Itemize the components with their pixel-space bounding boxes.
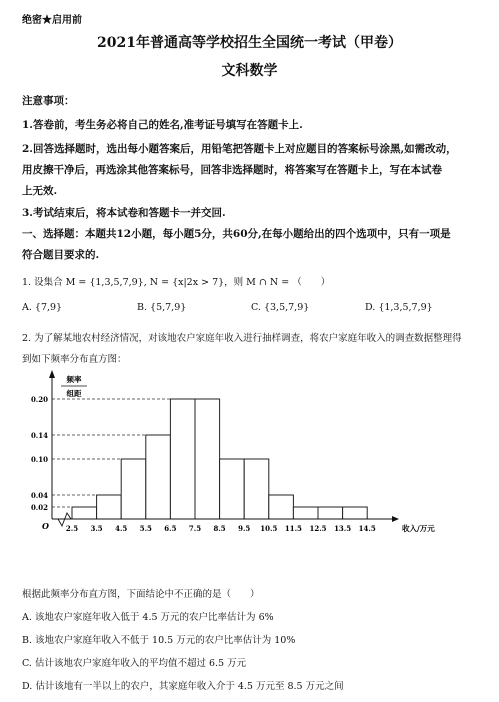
x-tick-label: 6.5 bbox=[164, 524, 177, 533]
x-tick-label: 3.5 bbox=[90, 524, 103, 533]
notes-item-2-line-2: 用皮擦干净后，再选涂其他答案标号，回答非选择题时，将答案写在答题卡上，写在本试卷 bbox=[22, 164, 442, 176]
q1-option-b: B. {5,7,9} bbox=[137, 302, 187, 313]
histogram-bar bbox=[293, 507, 318, 519]
secret-mark: 绝密★启用前 bbox=[22, 15, 82, 26]
histogram-bar bbox=[220, 459, 245, 519]
y-axis-label-top: 频率 bbox=[66, 375, 82, 384]
x-axis-arrow bbox=[392, 516, 399, 522]
histogram-bar bbox=[97, 495, 122, 519]
histogram-bar bbox=[244, 459, 269, 519]
histogram-bar bbox=[72, 507, 97, 519]
x-tick-label: 4.5 bbox=[115, 524, 128, 533]
y-axis-label-bottom: 组距 bbox=[66, 389, 82, 398]
x-tick-label: 2.5 bbox=[65, 524, 79, 533]
q1-option-a: A. {7,9} bbox=[22, 302, 63, 313]
x-tick-label: 12.5 bbox=[309, 524, 327, 533]
y-tick-label: 0.14 bbox=[30, 431, 48, 440]
q1-option-d: D. {1,3,5,7,9} bbox=[365, 302, 433, 313]
exam-subtitle: 文科数学 bbox=[221, 63, 278, 79]
histogram-bar bbox=[146, 435, 171, 519]
histogram-bar bbox=[269, 495, 294, 519]
q2-conclusion: 根据此频率分布直方图，下面结论中不正确的是（ ） bbox=[22, 589, 260, 600]
y-axis-arrow bbox=[49, 370, 55, 378]
q2-stem-line-1: 2. 为了解某地农村经济情况，对该地农户家庭年收入进行抽样调查，将农户家庭年收入的调查数据整理得 bbox=[22, 333, 462, 344]
q2-option-c: C. 估计该地农户家庭年收入的平均值不超过 6.5 万元 bbox=[22, 658, 247, 669]
y-tick-label: 0.02 bbox=[30, 503, 48, 512]
x-tick-label: 5.5 bbox=[139, 524, 152, 533]
histogram-bar bbox=[170, 399, 195, 519]
x-tick-label: 10.5 bbox=[260, 524, 278, 533]
y-tick-label: 0.10 bbox=[30, 455, 48, 464]
section-heading-line-1: 一、选择题：本题共12小题，每小题5分，共60分,在每小题给出的四个选项中，只有一项是 bbox=[22, 228, 451, 240]
x-tick-label: 7.5 bbox=[188, 524, 202, 533]
q2-stem-line-2: 到如下频率分布直方图： bbox=[22, 354, 127, 365]
q1-stem: 1. 设集合 M = {1,3,5,7,9}, N = {x|2x > 7}，则 M ∩ N = （ ） bbox=[22, 277, 331, 288]
q2-option-a: A. 该地农户家庭年收入低于 4.5 万元的农户比率估计为 6% bbox=[22, 612, 274, 623]
y-tick-label: 0.20 bbox=[30, 395, 48, 404]
x-tick-label: 9.5 bbox=[238, 524, 251, 533]
x-axis-label: 收入/万元 bbox=[402, 524, 435, 533]
origin-label: O bbox=[42, 521, 49, 531]
histogram-bar bbox=[121, 459, 146, 519]
frequency-histogram bbox=[0, 368, 499, 558]
histogram-bar bbox=[318, 507, 343, 519]
q2-option-b: B. 该地农户家庭年收入不低于 10.5 万元的农户比率估计为 10% bbox=[22, 635, 296, 646]
histogram-bars bbox=[72, 399, 367, 519]
notes-heading: 注意事项： bbox=[22, 95, 75, 107]
x-tick-label: 11.5 bbox=[284, 524, 302, 533]
histogram-bar bbox=[343, 507, 368, 519]
q1-option-c: C. {3,5,7,9} bbox=[251, 302, 310, 313]
notes-item-2-line-3: 上无效. bbox=[22, 185, 58, 197]
q2-option-d: D. 估计该地有一半以上的农户，其家庭年收入介于 4.5 万元至 8.5 万元之间 bbox=[22, 681, 344, 692]
notes-item-3: 3.考试结束后，将本试卷和答题卡一并交回. bbox=[22, 207, 226, 219]
exam-title: 2021年普通高等学校招生全国统一考试（甲卷） bbox=[97, 35, 402, 51]
y-tick-label: 0.04 bbox=[30, 491, 48, 500]
notes-item-2-line-1: 2.回答选择题时，选出每小题答案后，用铅笔把答题卡上对应题目的答案标号涂黑,如需改动， bbox=[22, 143, 457, 155]
x-tick-label: 13.5 bbox=[334, 524, 352, 533]
x-tick-label: 14.5 bbox=[358, 524, 376, 533]
notes-item-1: 1.答卷前，考生务必将自己的姓名,准考证号填写在答题卡上. bbox=[22, 119, 303, 131]
section-heading-line-2: 符合题目要求的. bbox=[22, 249, 100, 261]
x-tick-label: 8.5 bbox=[213, 524, 226, 533]
histogram-bar bbox=[195, 399, 220, 519]
